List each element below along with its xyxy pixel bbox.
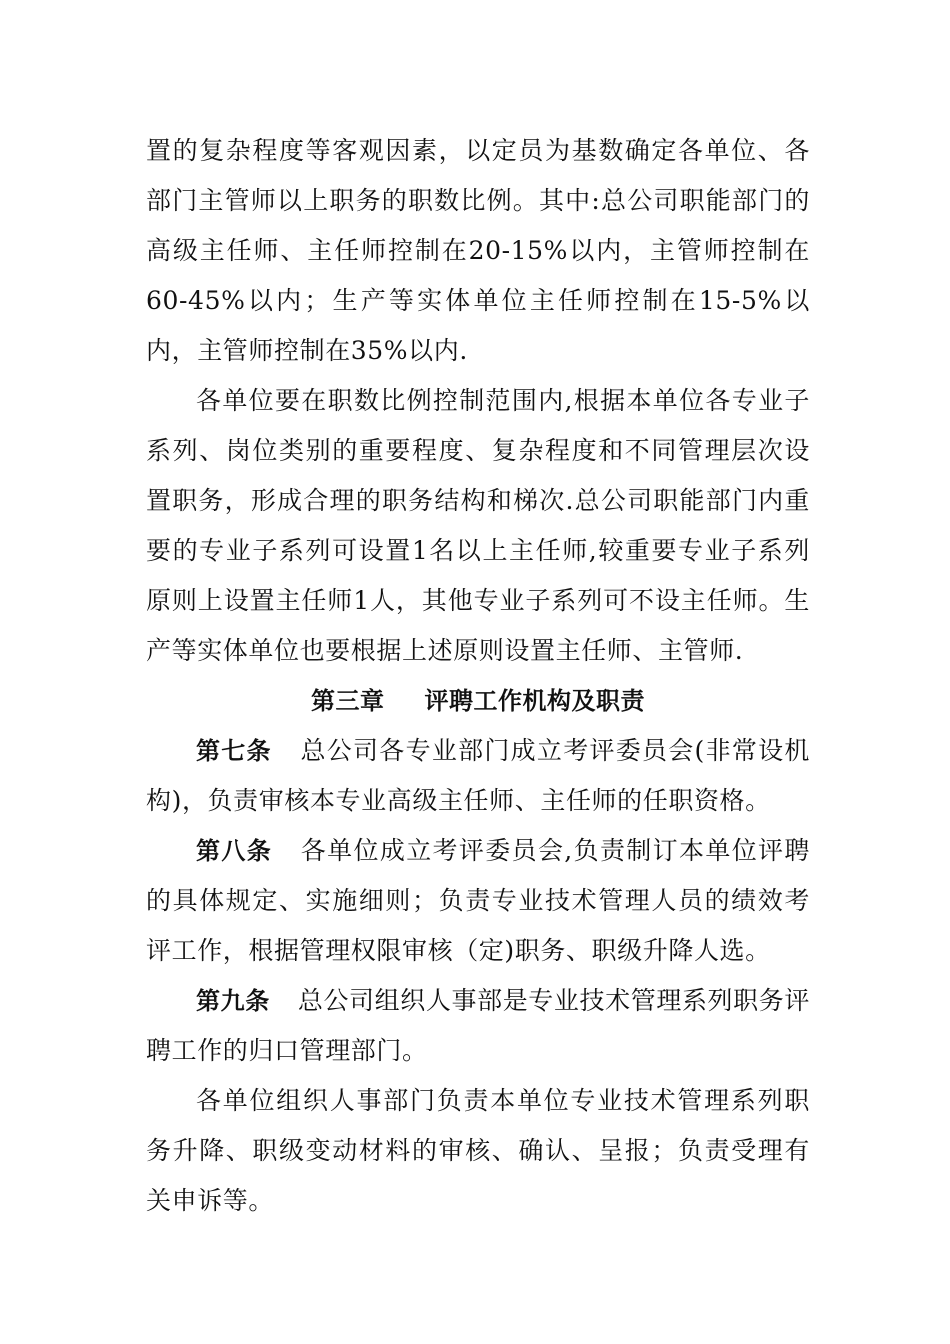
article-9-label: 第九条 bbox=[196, 987, 270, 1015]
article-8-text: 各单位成立考评委员会,负责制订本单位评聘的具体规定、实施细则；负责专业技术管理人员的绩效考评工作，根据管理权限审核（定)职务、职级升降人选。 bbox=[146, 836, 810, 965]
document-page bbox=[146, 126, 810, 1226]
article-7 bbox=[146, 726, 810, 826]
article-8-label: 第八条 bbox=[196, 837, 273, 865]
article-7-text: 总公司各专业部门成立考评委员会(非常设机构)，负责审核本专业高级主任师、主任师的任职资格。 bbox=[146, 736, 810, 815]
chapter-heading bbox=[146, 676, 810, 726]
article-7-label: 第七条 bbox=[196, 737, 272, 765]
article-8 bbox=[146, 826, 810, 976]
article-9 bbox=[146, 976, 810, 1076]
chapter-title: 评聘工作机构及职责 bbox=[424, 687, 645, 715]
chapter-number: 第三章 bbox=[311, 687, 385, 715]
paragraph-hr-duties: 各单位组织人事部门负责本单位专业技术管理系列职务升降、职级变动材料的审核、确认、呈报；负责受理有关申诉等。 bbox=[146, 1086, 810, 1215]
paragraph-ratio-limits: 置的复杂程度等客观因素，以定员为基数确定各单位、各部门主管师以上职务的职数比例。其中:总公司职能部门的高级主任师、主任师控制在20-15%以内，主管师控制在60-45%以内；生产等实体单位主任师控制在15-5%以内，主管师控制在35%以内. bbox=[146, 136, 810, 365]
article-9-text: 总公司组织人事部是专业技术管理系列职务评聘工作的归口管理部门。 bbox=[146, 986, 810, 1065]
paragraph-position-setup: 各单位要在职数比例控制范围内,根据本单位各专业子系列、岗位类别的重要程度、复杂程度和不同管理层次设置职务，形成合理的职务结构和梯次.总公司职能部门内重要的专业子系列可设置1名以上主任师,较重要专业子系列原则上设置主任师1人，其他专业子系列可不设主任师。生产等实体单位也要根据上述原则设置主任师、主管师. bbox=[146, 386, 810, 665]
